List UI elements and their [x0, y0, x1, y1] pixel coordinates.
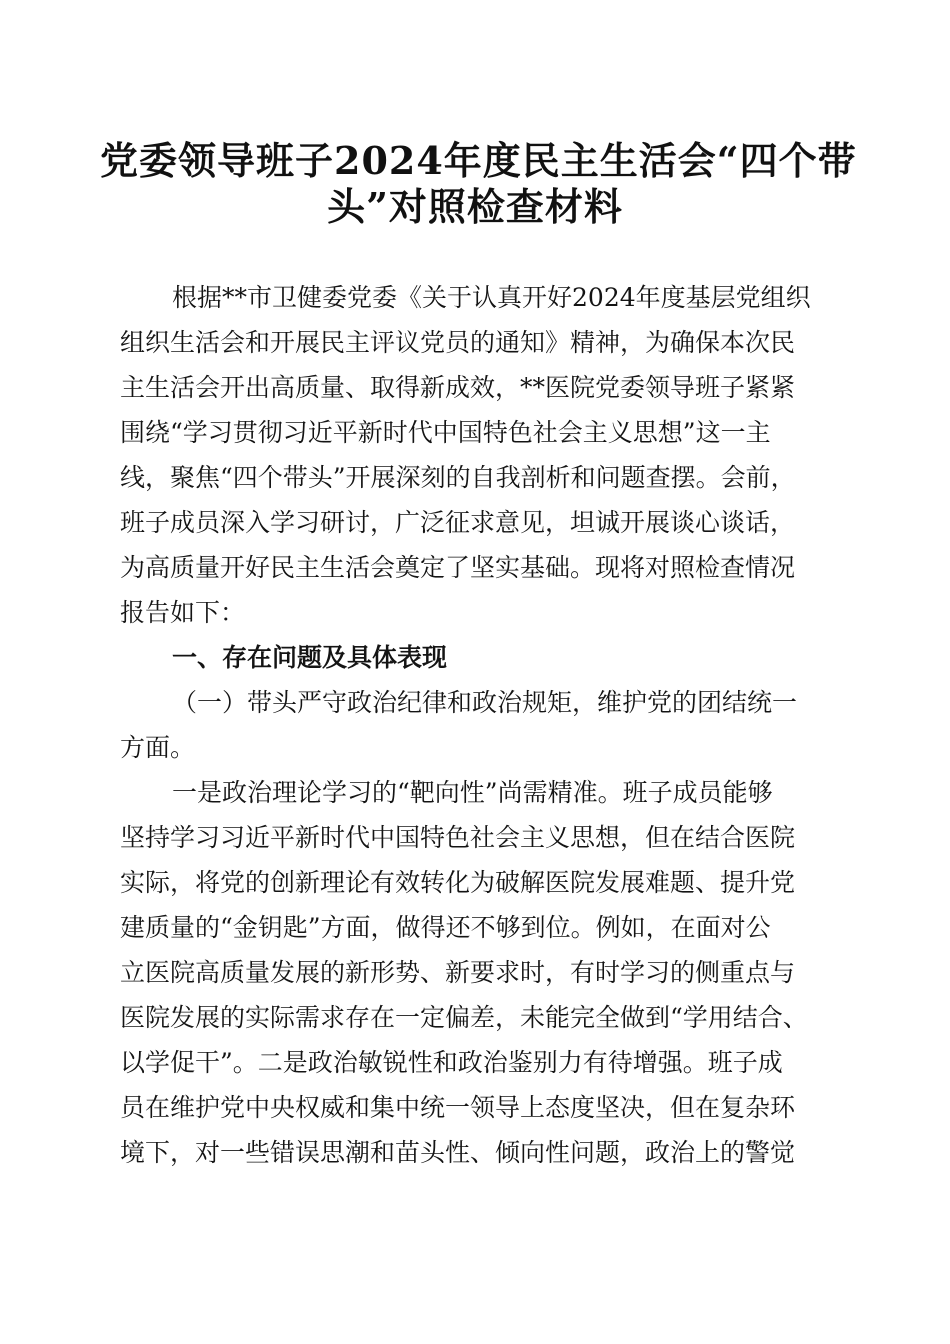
- body-paragraph-line: 坚持学习习近平新时代中国特色社会主义思想，但在结合医院: [120, 823, 796, 852]
- intro-paragraph-line: 线，聚焦“四个带头”开展深刻的自我剖析和问题查摆。会前，: [120, 463, 796, 492]
- body-paragraph-line: 医院发展的实际需求存在一定偏差，未能完全做到“学用结合、: [120, 1003, 808, 1032]
- body-paragraph-line: 立医院高质量发展的新形势、新要求时，有时学习的侧重点与: [120, 958, 796, 987]
- body-paragraph-line: 以学促干”。二是政治敏锐性和政治鉴别力有待增强。班子成: [120, 1048, 783, 1077]
- intro-paragraph-line: 根据**市卫健委党委《关于认真开好2024年度基层党组织: [172, 283, 811, 312]
- intro-paragraph-line: 班子成员深入学习研讨，广泛征求意见，坦诚开展谈心谈话，: [120, 508, 796, 537]
- body-paragraph-line: 建质量的“金钥匙”方面，做得还不够到位。例如，在面对公: [120, 913, 771, 942]
- intro-paragraph-line: 为高质量开好民主生活会奠定了坚实基础。现将对照检查情况: [120, 553, 796, 582]
- intro-paragraph-line: 报告如下：: [120, 598, 246, 627]
- body-paragraph-line: 员在维护党中央权威和集中统一领导上态度坚决，但在复杂环: [120, 1093, 796, 1122]
- document-title-line-2: 头”对照检查材料: [327, 184, 623, 229]
- body-paragraph-line: 实际，将党的创新理论有效转化为破解医院发展难题、提升党: [120, 868, 796, 897]
- intro-paragraph-line: 组织生活会和开展民主评议党员的通知》精神，为确保本次民: [120, 328, 796, 357]
- document-title-line-1: 党委领导班子2024年度民主生活会“四个带: [100, 138, 857, 183]
- subsection-heading-line: 方面。: [120, 733, 196, 762]
- body-paragraph-line: 一是政治理论学习的“靶向性”尚需精准。班子成员能够: [172, 778, 773, 807]
- intro-paragraph-line: 围绕“学习贯彻习近平新时代中国特色社会主义思想”这一主: [120, 418, 771, 447]
- subsection-heading-line: （一）带头严守政治纪律和政治规矩，维护党的团结统一: [172, 688, 798, 717]
- section-heading: 一、存在问题及具体表现: [172, 643, 448, 672]
- intro-paragraph-line: 主生活会开出高质量、取得新成效，**医院党委领导班子紧紧: [120, 373, 796, 402]
- body-paragraph-line: 境下，对一些错误思潮和苗头性、倾向性问题，政治上的警觉: [120, 1138, 796, 1167]
